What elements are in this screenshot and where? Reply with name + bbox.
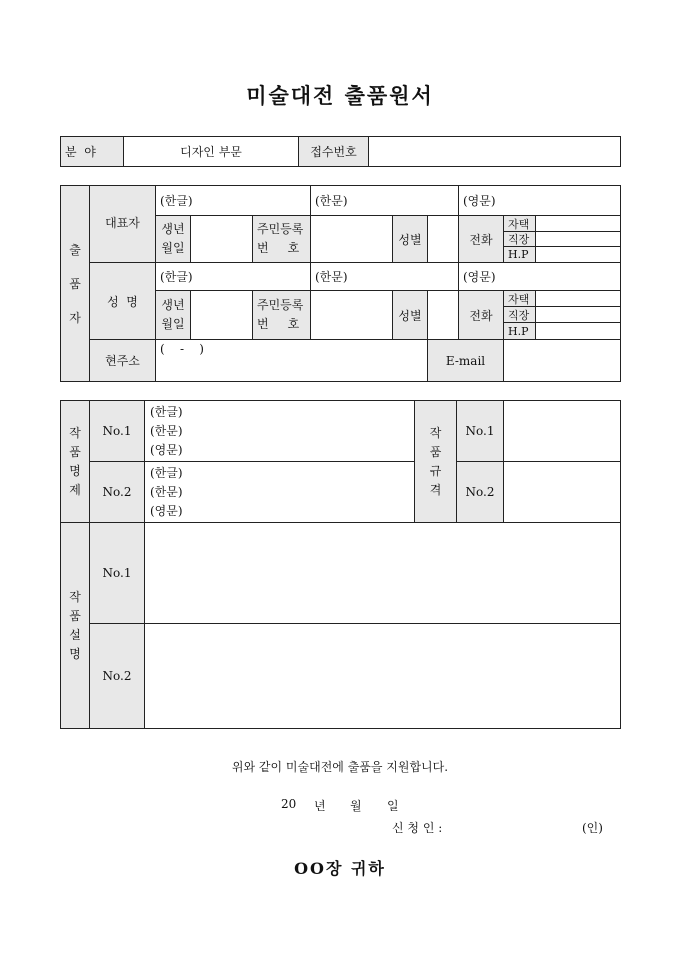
address-value[interactable]: ( - ) <box>156 340 428 381</box>
header-table <box>60 136 621 167</box>
date-year-label: 년 <box>314 799 326 813</box>
work-desc-no1[interactable] <box>145 523 620 624</box>
applicant-table <box>60 185 621 382</box>
statement-text: 위와 같이 미술대전에 출품을 지원합니다. <box>231 760 449 774</box>
page-title: 미술대전 출품원서 <box>246 83 434 108</box>
address-label: 현주소 <box>90 340 156 381</box>
receipt-label: 접수번호 <box>299 137 369 166</box>
date-year-prefix: 20 <box>281 797 297 811</box>
work-title-no1-label: No.1 <box>90 401 145 462</box>
rep-phone-label: 전화 <box>459 216 504 263</box>
rep-hanja[interactable]: (한문) <box>311 186 459 216</box>
work-title-no1[interactable]: (한글) (한문) (영문) <box>145 401 415 462</box>
work-desc-group-label: 작 품 설 명 <box>61 523 90 728</box>
work-spec-no1[interactable] <box>504 401 620 462</box>
works-table <box>60 400 621 729</box>
work-title-group-label: 작 품 명 제 <box>61 401 90 523</box>
rep-birth-value[interactable] <box>191 216 253 263</box>
name-birth-label: 생년 월일 <box>156 291 191 340</box>
date-day-label: 일 <box>387 799 399 813</box>
name-phone-home[interactable] <box>536 291 620 307</box>
name-label: 성 명 <box>90 263 156 340</box>
date-month-label: 월 <box>350 799 362 813</box>
name-english[interactable]: (영문) <box>459 263 620 291</box>
work-desc-no1-label: No.1 <box>90 523 145 624</box>
work-spec-no2-label: No.2 <box>457 462 504 523</box>
rep-phone-hp-label: H.P <box>504 247 536 263</box>
name-birth-value[interactable] <box>191 291 253 340</box>
field-label: 분 야 <box>61 137 124 166</box>
field-value: 디자인 부문 <box>124 137 299 166</box>
seal-mark: (인) <box>582 821 603 835</box>
rep-rrn-value[interactable] <box>311 216 393 263</box>
rep-birth-label: 생년 월일 <box>156 216 191 263</box>
receipt-value[interactable] <box>369 137 620 166</box>
applicant-group-label: 출 품 자 <box>61 186 90 381</box>
name-rrn-value[interactable] <box>311 291 393 340</box>
email-label: E-mail <box>428 340 504 381</box>
work-spec-no1-label: No.1 <box>457 401 504 462</box>
rep-label: 대표자 <box>90 186 156 263</box>
work-title-no2[interactable]: (한글) (한문) (영문) <box>145 462 415 523</box>
name-phone-work-label: 직장 <box>504 307 536 323</box>
name-gender-label: 성별 <box>393 291 428 340</box>
name-phone-hp[interactable] <box>536 323 620 340</box>
work-spec-no2[interactable] <box>504 462 620 523</box>
work-desc-no2[interactable] <box>145 624 620 728</box>
email-value[interactable] <box>504 340 620 381</box>
name-korean[interactable]: (한글) <box>156 263 311 291</box>
rep-phone-work[interactable] <box>536 232 620 247</box>
rep-phone-work-label: 직장 <box>504 232 536 247</box>
rep-gender-value[interactable] <box>428 216 459 263</box>
name-rrn-label: 주민등록 번 호 <box>253 291 311 340</box>
name-phone-hp-label: H.P <box>504 323 536 340</box>
name-phone-home-label: 자택 <box>504 291 536 307</box>
work-title-no2-label: No.2 <box>90 462 145 523</box>
addressee: OO장 귀하 <box>294 859 386 878</box>
work-spec-group-label: 작 품 규 격 <box>415 401 457 523</box>
rep-phone-home[interactable] <box>536 216 620 232</box>
name-gender-value[interactable] <box>428 291 459 340</box>
rep-english[interactable]: (영문) <box>459 186 620 216</box>
rep-rrn-label: 주민등록 번 호 <box>253 216 311 263</box>
rep-gender-label: 성별 <box>393 216 428 263</box>
name-phone-work[interactable] <box>536 307 620 323</box>
rep-korean[interactable]: (한글) <box>156 186 311 216</box>
rep-phone-home-label: 자택 <box>504 216 536 232</box>
name-hanja[interactable]: (한문) <box>311 263 459 291</box>
rep-phone-hp[interactable] <box>536 247 620 263</box>
work-desc-no2-label: No.2 <box>90 624 145 728</box>
applicant-signature-label: 신 청 인 : <box>392 821 443 835</box>
name-phone-label: 전화 <box>459 291 504 340</box>
